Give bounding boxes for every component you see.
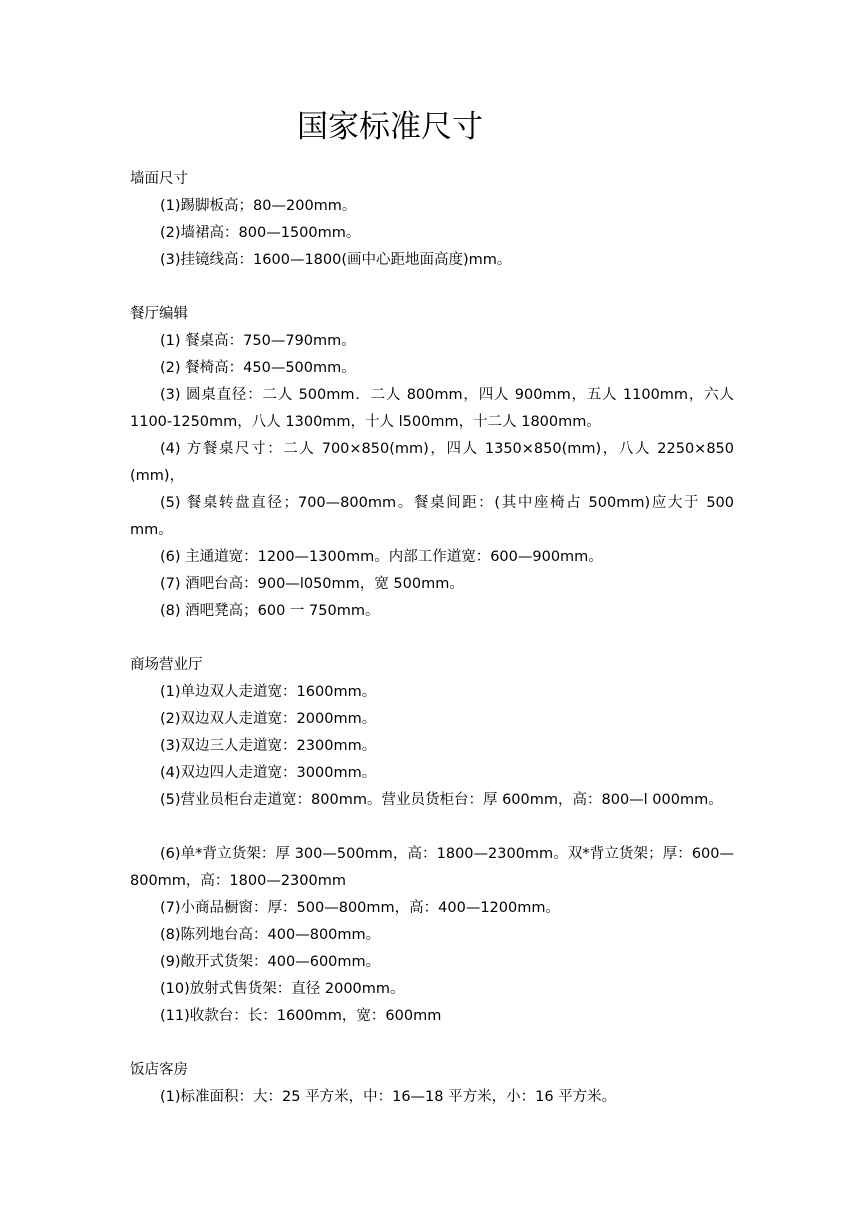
section-heading-wall: 墙面尺寸 [130,171,188,187]
list-item: (3)挂镜线高：1600—1800(画中心距地面高度)mm。 [160,252,512,268]
list-item: (5)营业员柜台走道宽：800mm。营业员货柜台：厚 600mm，高：800—l 000mm。 [160,792,723,808]
list-item: (2)墙裙高：800—1500mm。 [160,225,361,241]
spacer [130,274,734,301]
list-item: (6)单*背立货架：厚 300—500mm，高：1800—2300mm。双*背立货架；厚：600—800mm，高：1800—2300mm [130,846,734,889]
list-item: (3) 圆桌直径：二人 500mm．二人 800mm，四人 900mm，五人 1100mm，六人 1100-1250mm，八人 1300mm，十人 l500mm，十二人 1800mm。 [130,387,734,430]
list-item: (6) 主通道宽：1200—1300mm。内部工作道宽：600—900mm。 [160,549,603,565]
list-item: (8) 酒吧凳高；600 一 750mm。 [160,603,380,619]
list-item: (7) 酒吧台高：900—l050mm，宽 500mm。 [160,576,464,592]
section-heading-mall: 商场营业厅 [130,657,203,673]
list-item: (3)双边三人走道宽：2300mm。 [160,738,377,754]
spacer [130,1030,734,1057]
list-item: (1)标准面积：大：25 平方米，中：16—18 平方米，小：16 平方米。 [160,1089,617,1105]
list-item: (2) 餐椅高：450—500mm。 [160,360,356,376]
list-item: (7)小商品橱窗：厚：500—800mm，高：400—1200mm。 [160,900,560,916]
section-heading-dining: 餐厅编辑 [130,306,188,322]
spacer [130,814,734,841]
list-item: (10)放射式售货架：直径 2000mm。 [160,981,405,997]
list-item: (4)双边四人走道宽：3000mm。 [160,765,377,781]
page-title: 国家标准尺寸 [297,109,483,145]
list-item: (4) 方餐桌尺寸：二人 700×850(mm)，四人 1350×850(mm)，八人 2250×850 (mm)， [130,441,734,484]
document-body [130,166,734,1111]
list-item: (1) 餐桌高：750—790mm。 [160,333,356,349]
list-item: (8)陈列地台高：400—800mm。 [160,927,381,943]
list-item: (1)单边双人走道宽：1600mm。 [160,684,377,700]
list-item: (5) 餐桌转盘直径；700—800mm。餐桌间距：(其中座椅占 500mm)应大于 500 mm。 [130,495,734,538]
list-item: (2)双边双人走道宽：2000mm。 [160,711,377,727]
list-item: (1)踢脚板高；80—200mm。 [160,198,357,214]
list-item: (11)收款台：长：1600mm，宽：600mm [160,1008,442,1024]
spacer [130,625,734,652]
section-heading-hotel: 饭店客房 [130,1062,188,1078]
list-item: (9)敞开式货架：400—600mm。 [160,954,381,970]
